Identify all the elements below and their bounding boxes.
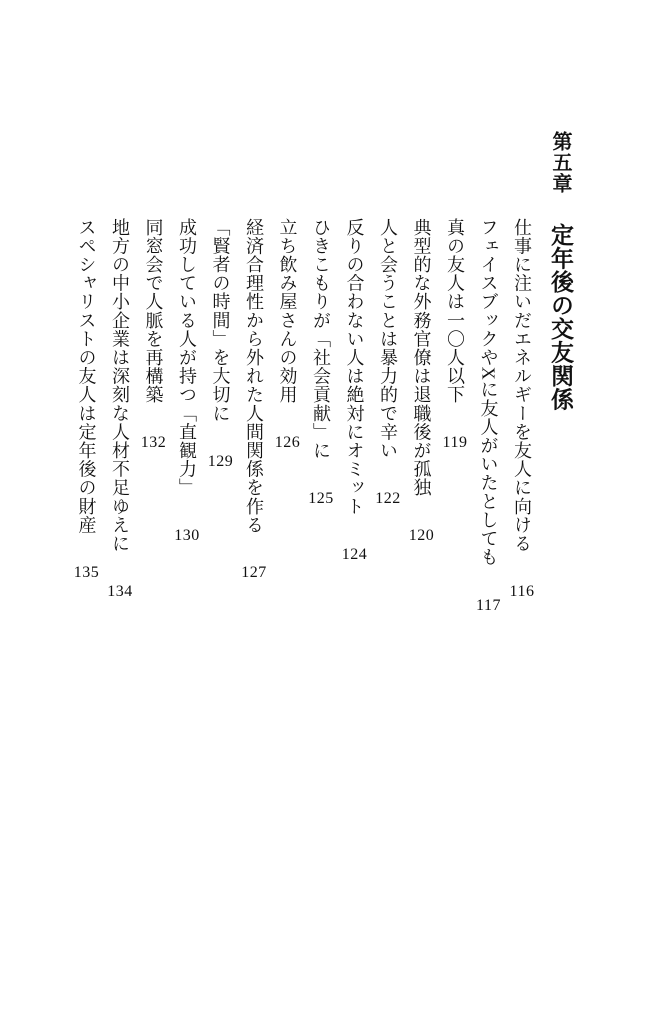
toc-entry[interactable] bbox=[69, 218, 103, 1011]
toc-entry-title: 人と会うことは暴力的で辛い bbox=[378, 218, 398, 460]
toc-entry-title: 立ち飲み屋さんの効用 bbox=[277, 218, 298, 404]
toc-entry[interactable] bbox=[404, 218, 438, 1011]
chapter-heading bbox=[542, 131, 578, 1011]
table-of-contents bbox=[69, 131, 578, 1011]
toc-entry[interactable] bbox=[103, 218, 137, 1011]
toc-entry[interactable] bbox=[371, 218, 405, 1011]
toc-entry[interactable] bbox=[438, 218, 472, 1011]
toc-entry[interactable] bbox=[270, 218, 304, 1011]
toc-entry-page-number: 119 bbox=[442, 434, 468, 452]
chapter-title: 定年後の交友関係 bbox=[548, 223, 573, 411]
toc-entry[interactable] bbox=[505, 218, 539, 1011]
toc-entry[interactable] bbox=[170, 218, 204, 1011]
toc-entry-title: 地方の中小企業は深刻な人材不足ゆえに bbox=[110, 218, 130, 553]
toc-entry-page-number: 135 bbox=[73, 564, 100, 582]
toc-entry[interactable] bbox=[471, 218, 505, 1011]
toc-entry-page-number: 122 bbox=[375, 489, 401, 507]
chapter-number-label: 第五章 bbox=[549, 131, 571, 194]
toc-entry-page-number: 125 bbox=[308, 489, 334, 507]
toc-entry-title: スペシャリストの友人は定年後の財産 bbox=[76, 218, 97, 535]
toc-entry-page-number: 134 bbox=[107, 582, 133, 600]
toc-entry[interactable] bbox=[203, 218, 237, 1011]
toc-entry-title: フェイスブックやXに友人がいたとしても bbox=[478, 218, 499, 567]
toc-entry-title: 同窓会で人脈を再構築 bbox=[143, 218, 164, 404]
toc-entry-title: 「賢者の時間」を大切に bbox=[210, 218, 231, 423]
toc-entry-page-number: 132 bbox=[140, 434, 167, 452]
toc-entry-title: 成功している人が持つ「直観力」 bbox=[177, 218, 197, 497]
toc-entry-title: 典型的な外務官僚は退職後が孤独 bbox=[411, 218, 432, 497]
toc-entry[interactable] bbox=[304, 218, 338, 1011]
toc-entry-page-number: 120 bbox=[408, 527, 435, 545]
toc-entry-page-number: 124 bbox=[341, 545, 368, 563]
toc-entry-title: 仕事に注いだエネルギーを友人に向ける bbox=[512, 218, 532, 553]
toc-entry-title: 経済合理性から外れた人間関係を作る bbox=[244, 218, 264, 535]
toc-entry-page-number: 116 bbox=[509, 582, 535, 600]
toc-entry-page-number: 127 bbox=[241, 564, 267, 582]
toc-entry-list bbox=[69, 131, 538, 1011]
toc-entry-title: 真の友人は一〇人以下 bbox=[445, 218, 465, 404]
toc-entry-page-number: 129 bbox=[207, 452, 234, 470]
toc-entry-page-number: 126 bbox=[274, 434, 301, 452]
toc-entry[interactable] bbox=[337, 218, 371, 1011]
toc-entry-page-number: 117 bbox=[476, 596, 501, 614]
toc-entry[interactable] bbox=[136, 218, 170, 1011]
toc-entry-page-number: 130 bbox=[174, 527, 200, 545]
toc-entry-title: ひきこもりが「社会貢献」に bbox=[311, 218, 331, 460]
toc-entry-title: 反りの合わない人は絶対にオミット bbox=[344, 218, 365, 516]
toc-entry[interactable] bbox=[237, 218, 271, 1011]
